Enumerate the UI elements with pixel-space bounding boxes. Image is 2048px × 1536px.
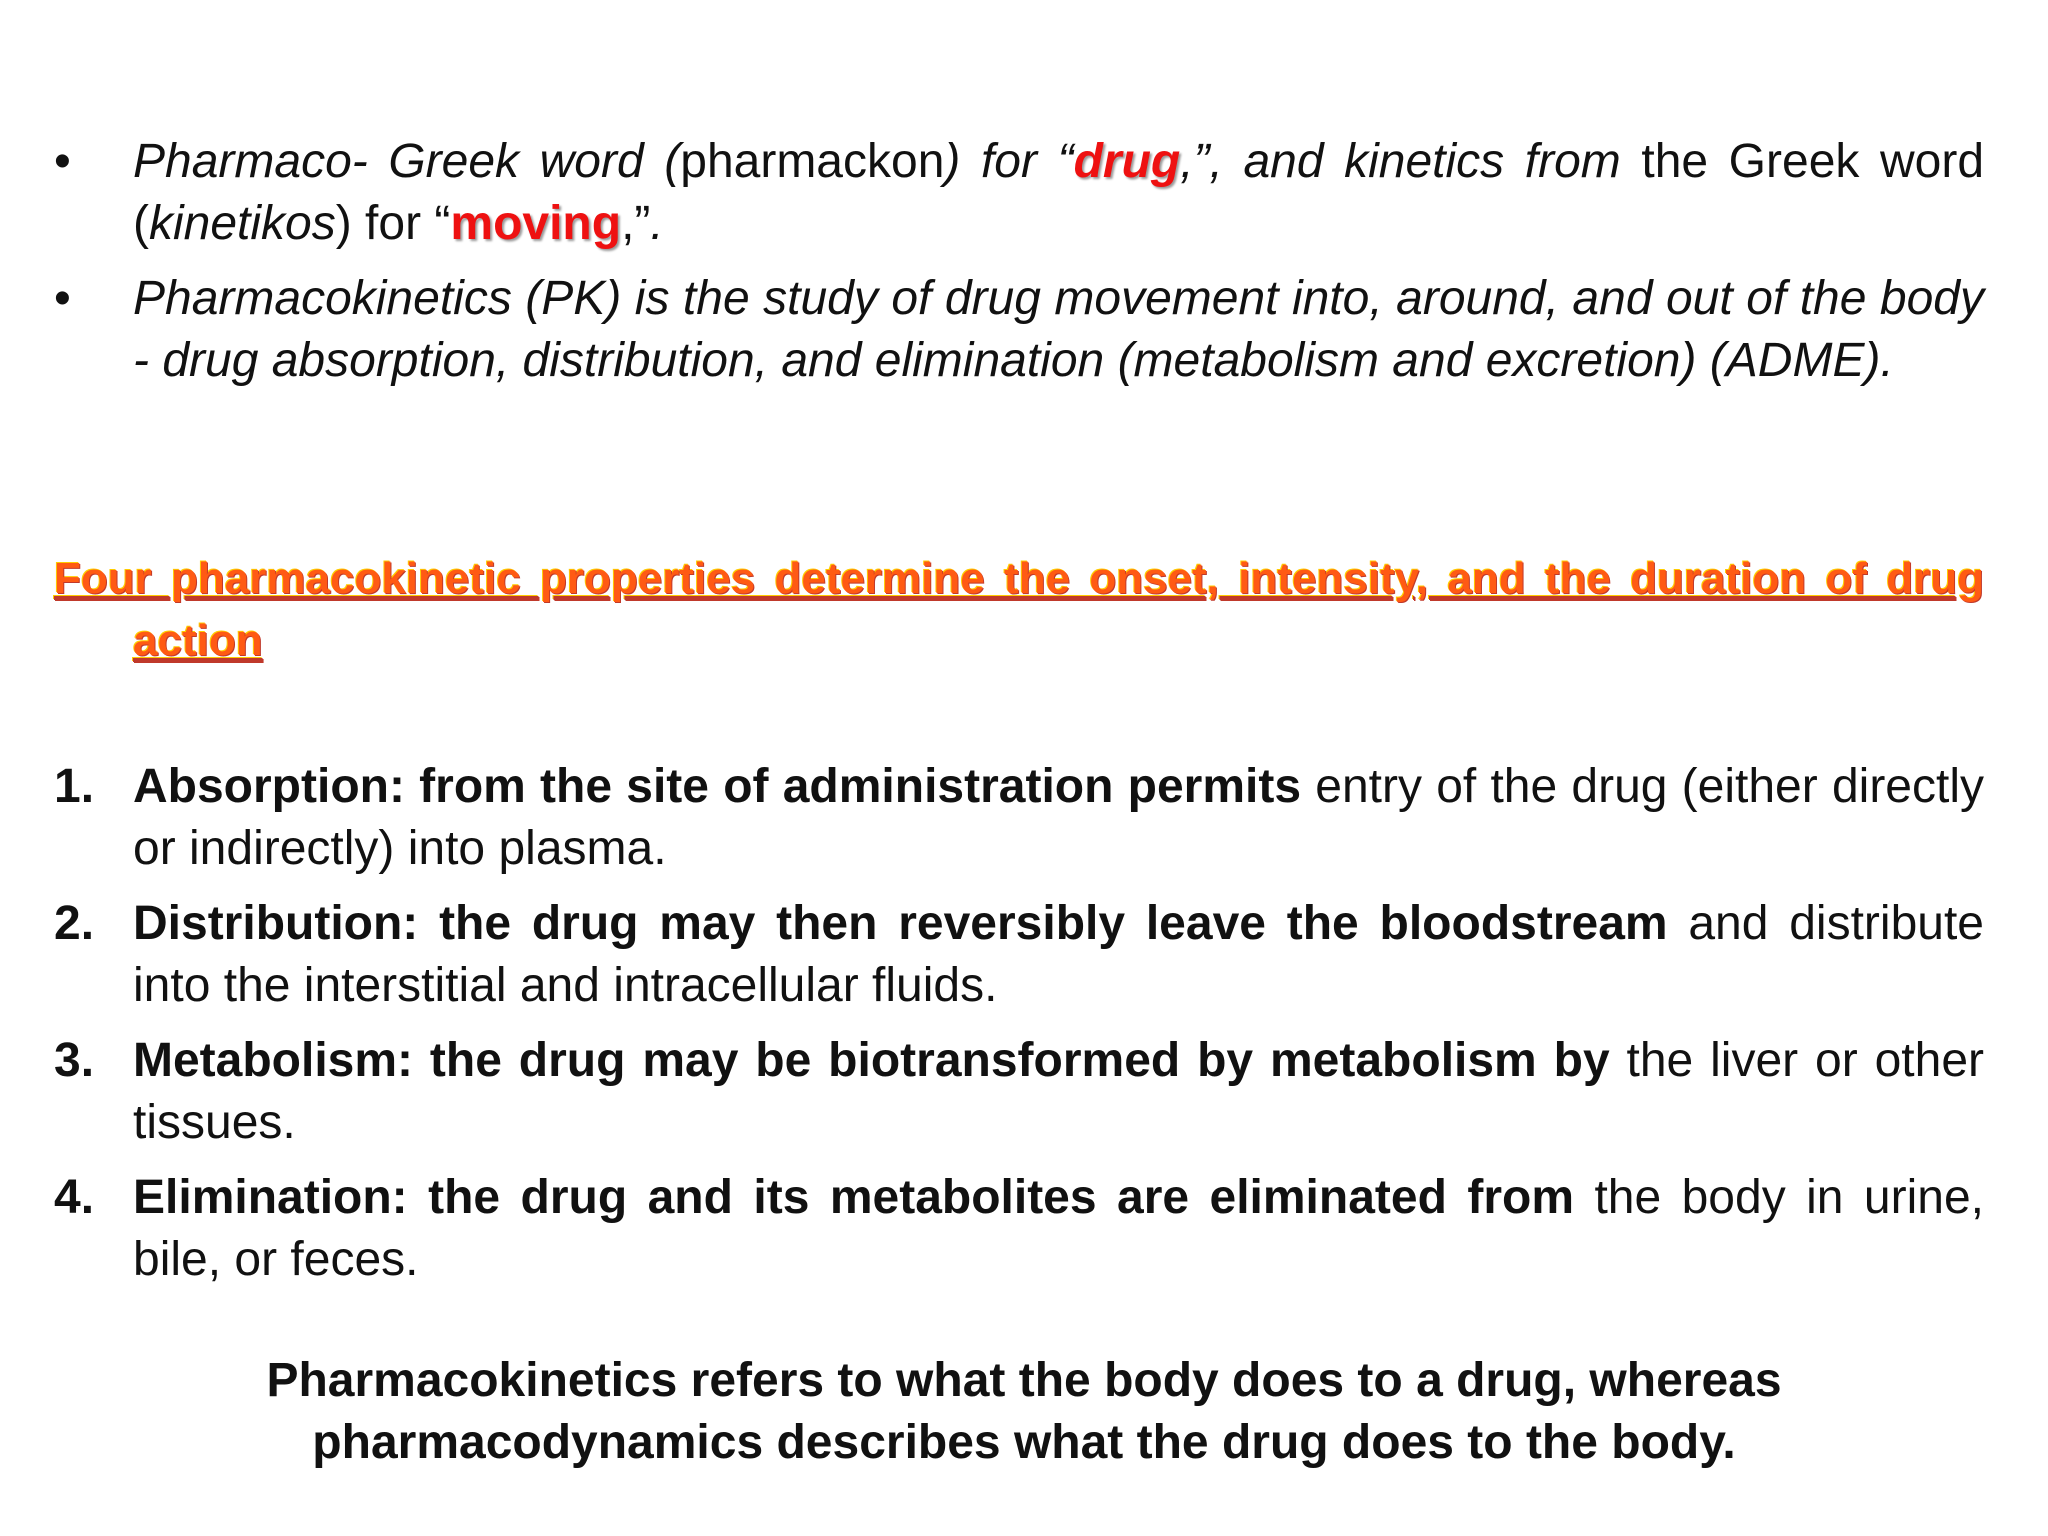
bullet-item-etymology (54, 131, 1984, 255)
bullet-mark: • (54, 135, 71, 188)
text-segment: ,” (621, 197, 651, 250)
list-text (133, 756, 1984, 880)
text-segment: the Greek word ( (133, 135, 1985, 250)
conclusion-line: Pharmacokinetics refers to what the body does to a drug, whereas (266, 1354, 1782, 1407)
text-segment: ) for “ (335, 197, 451, 250)
list-text-rest: the body in urine, bile, or feces. (133, 1171, 1984, 1286)
list-number: 2. (54, 897, 95, 950)
list-item-metabolism (54, 1030, 1984, 1154)
list-item-distribution (54, 893, 1984, 1017)
list-text-rest: entry of the drug (either directly or indirectly) into plasma. (133, 760, 1984, 875)
text-segment: Pharmaco- Greek word ( (133, 135, 681, 188)
list-text (133, 1030, 1984, 1154)
bullet-item-definition (54, 268, 1984, 392)
text-segment: . (650, 197, 664, 250)
bullet-text (133, 131, 1984, 255)
list-number: 3. (54, 1034, 95, 1087)
list-text-rest: and distribute into the interstitial and intracellular fluids. (133, 897, 1984, 1012)
list-text (133, 1167, 1984, 1291)
list-text-bold: Elimination: the drug and its metabolites are eliminated from (133, 1171, 1575, 1224)
list-text-bold: Distribution: the drug may then reversibly leave the bloodstream (133, 897, 1668, 950)
list-item-elimination (54, 1167, 1984, 1291)
conclusion-line: pharmacodynamics describes what the drug does to the body. (312, 1416, 1736, 1469)
list-number: 1. (54, 760, 95, 813)
list-text-bold: Metabolism: the drug may be biotransformed by metabolism by (133, 1034, 1610, 1087)
greek-word-pharmackon: pharmackon (680, 135, 945, 188)
greek-word-kinetikos: kinetikos (148, 197, 336, 250)
conclusion-statement (0, 1350, 2048, 1474)
list-text-rest: the liver or other tissues. (133, 1034, 1984, 1149)
list-text (133, 893, 1984, 1017)
section-heading: Four pharmacokinetic properties determine the onset, intensity, and the duration of drug action (54, 554, 1984, 665)
list-text-bold: Absorption: from the site of administration permits (133, 760, 1302, 813)
bullet-mark: • (54, 272, 71, 325)
highlight-drug: drug (1073, 135, 1181, 188)
list-number: 4. (54, 1171, 95, 1224)
text-segment: ) for “ (944, 135, 1074, 188)
list-item-absorption (54, 756, 1984, 880)
highlight-moving: moving (450, 197, 622, 250)
text-segment: ,”, and kinetics from (1180, 135, 1642, 188)
bullet-text: Pharmacokinetics (PK) is the study of drug movement into, around, and out of the body - drug absorption, distribution, and elimination (metabolism and excretion) (ADME). (133, 272, 1984, 387)
